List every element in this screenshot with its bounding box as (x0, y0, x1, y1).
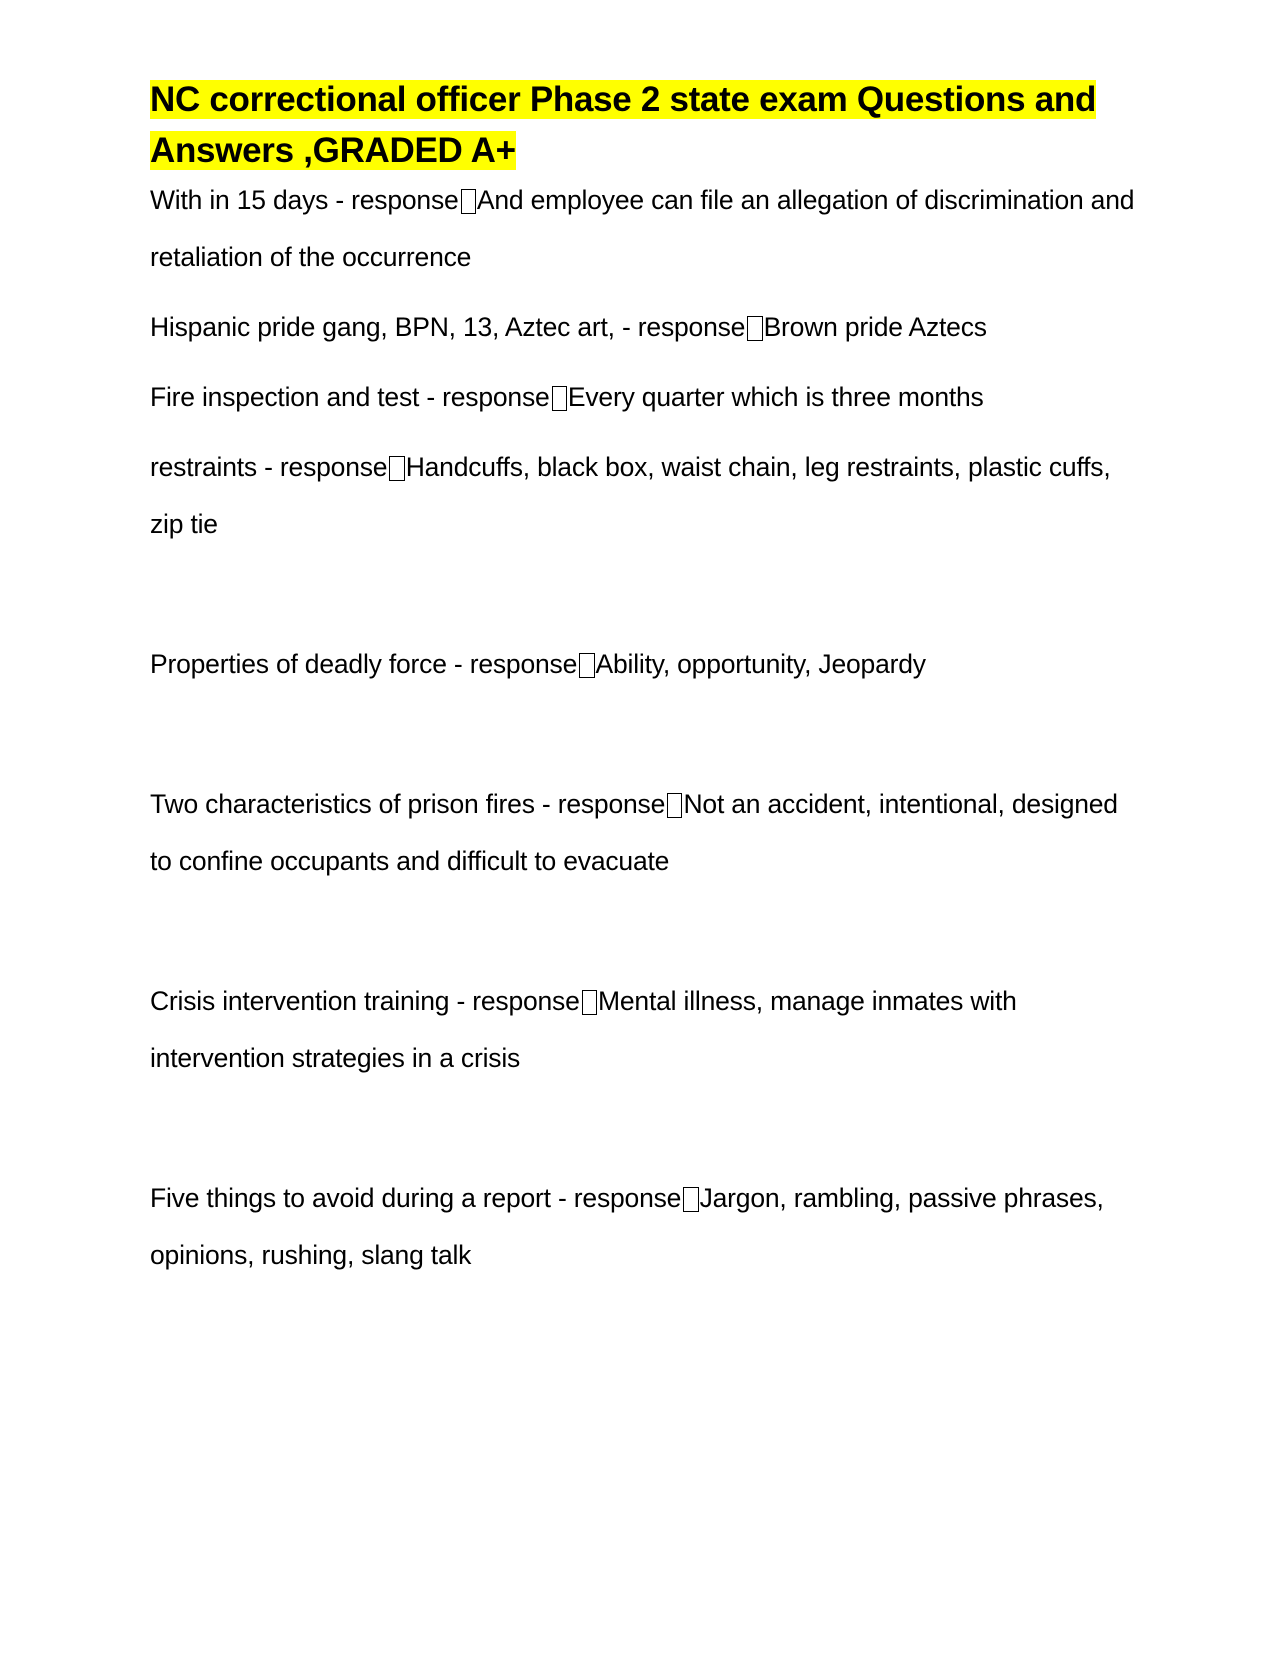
document-title-text: NC correctional officer Phase 2 state exam Questions and Answers ,GRADED A+ (150, 80, 1097, 170)
qa-question: Crisis intervention training - response (150, 986, 580, 1016)
qa-question: Hispanic pride gang, BPN, 13, Aztec art, - response (150, 312, 746, 342)
separator-box-icon (747, 316, 762, 341)
qa-item (150, 369, 1140, 426)
qa-answer: Ability, opportunity, Jeopardy (595, 649, 926, 679)
qa-answer: Brown pride Aztecs (763, 312, 987, 342)
qa-item (150, 172, 1140, 286)
separator-box-icon (579, 653, 594, 678)
qa-answer: And employee can file an allegation of discrimination and retaliation of the occurrence (150, 185, 1135, 272)
qa-answer: Mental illness, manage inmates with intervention strategies in a crisis (150, 986, 1017, 1073)
separator-box-icon (667, 793, 682, 818)
qa-answer: Handcuffs, black box, waist chain, leg restraints, plastic cuffs, zip tie (150, 452, 1111, 539)
qa-answer: Jargon, rambling, passive phrases, opinions, rushing, slang talk (150, 1183, 1104, 1270)
qa-question: With in 15 days - response (150, 185, 459, 215)
separator-box-icon (683, 1187, 698, 1212)
separator-box-icon (552, 386, 567, 411)
qa-item (150, 439, 1140, 553)
document-content (150, 74, 1140, 1284)
separator-box-icon (461, 189, 476, 214)
qa-item (150, 973, 1140, 1087)
qa-item (150, 299, 1140, 356)
document-title (150, 74, 1140, 176)
qa-item (150, 636, 1140, 693)
qa-item (150, 776, 1140, 890)
separator-box-icon (389, 456, 404, 481)
qa-question: restraints - response (150, 452, 388, 482)
qa-item (150, 1170, 1140, 1284)
qa-question: Five things to avoid during a report - response (150, 1183, 682, 1213)
qa-question: Fire inspection and test - response (150, 382, 550, 412)
qa-answer: Not an accident, intentional, designed to confine occupants and difficult to evacuate (150, 789, 1118, 876)
qa-answer: Every quarter which is three months (567, 382, 984, 412)
qa-question: Two characteristics of prison fires - response (150, 789, 666, 819)
qa-question: Properties of deadly force - response (150, 649, 578, 679)
separator-box-icon (582, 990, 597, 1015)
